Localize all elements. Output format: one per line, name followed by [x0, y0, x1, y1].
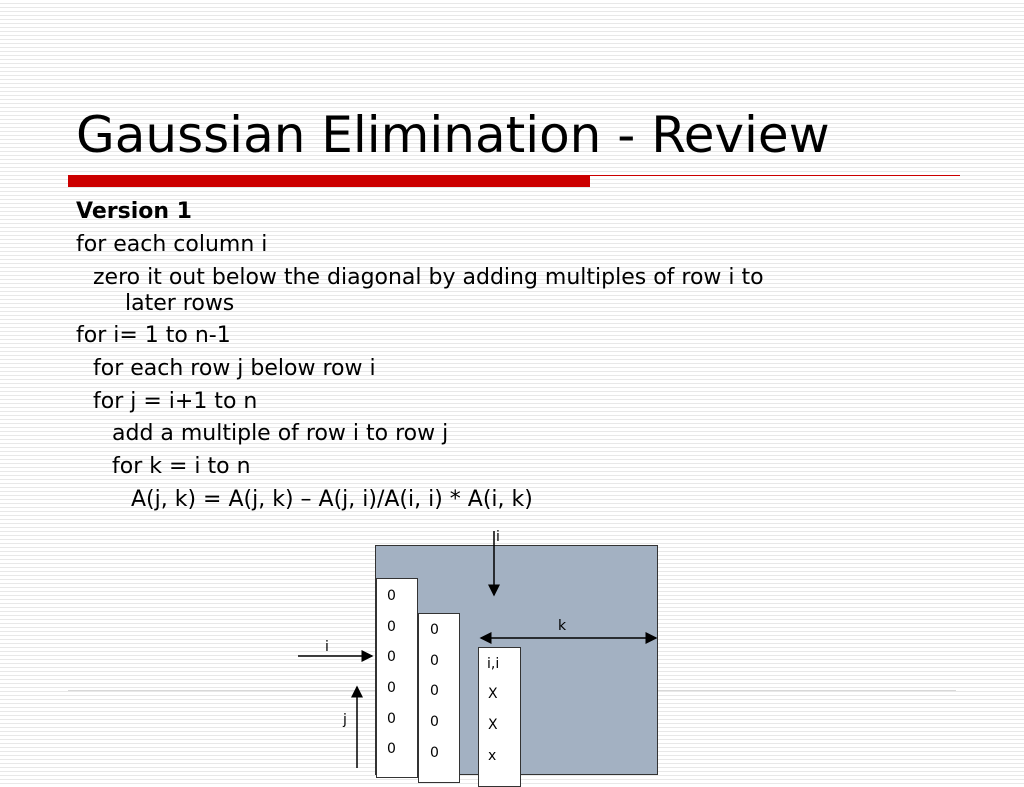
col2-cell: 0	[430, 653, 439, 669]
col3-cell: X	[488, 686, 498, 702]
col1-cell: 0	[387, 619, 396, 635]
body-line-i-loop: for i= 1 to n-1	[76, 323, 231, 348]
col3-cell: x	[488, 748, 497, 764]
label-k: k	[558, 618, 567, 634]
col1-cell: 0	[387, 588, 396, 604]
label-i-top: i	[496, 529, 500, 545]
label-j: j	[343, 712, 347, 728]
col2-cell: 0	[430, 683, 439, 699]
col1-cell: 0	[387, 649, 396, 665]
body-line-column-loop: for each column i	[76, 232, 268, 257]
col2-cell: 0	[430, 745, 439, 761]
col2-cell: 0	[430, 714, 439, 730]
label-i-left: i	[325, 639, 329, 655]
col1-cell: 0	[387, 741, 396, 757]
body-line-k-loop: for k = i to n	[112, 454, 251, 479]
body-line-add-multiple: add a multiple of row i to row j	[112, 421, 449, 446]
body-line-update-formula: A(j, k) = A(j, k) – A(j, i)/A(i, i) * A(i, k)	[131, 487, 533, 512]
version-heading: Version 1	[76, 199, 192, 224]
body-line-row-loop: for each row j below row i	[93, 356, 376, 381]
body-line-zero-out-first: zero it out below the diagonal by adding multiples of row i to	[93, 265, 764, 290]
body-line-j-loop: for j = i+1 to n	[93, 389, 258, 414]
slide-title: Gaussian Elimination - Review	[76, 106, 830, 164]
col1-cell: 0	[387, 680, 396, 696]
col3-cell: X	[488, 717, 498, 733]
col1-cell: 0	[387, 711, 396, 727]
col2-cell: 0	[430, 622, 439, 638]
pivot-cell: i,i	[487, 656, 500, 672]
body-line-zero-out-continued: later rows	[125, 291, 235, 316]
